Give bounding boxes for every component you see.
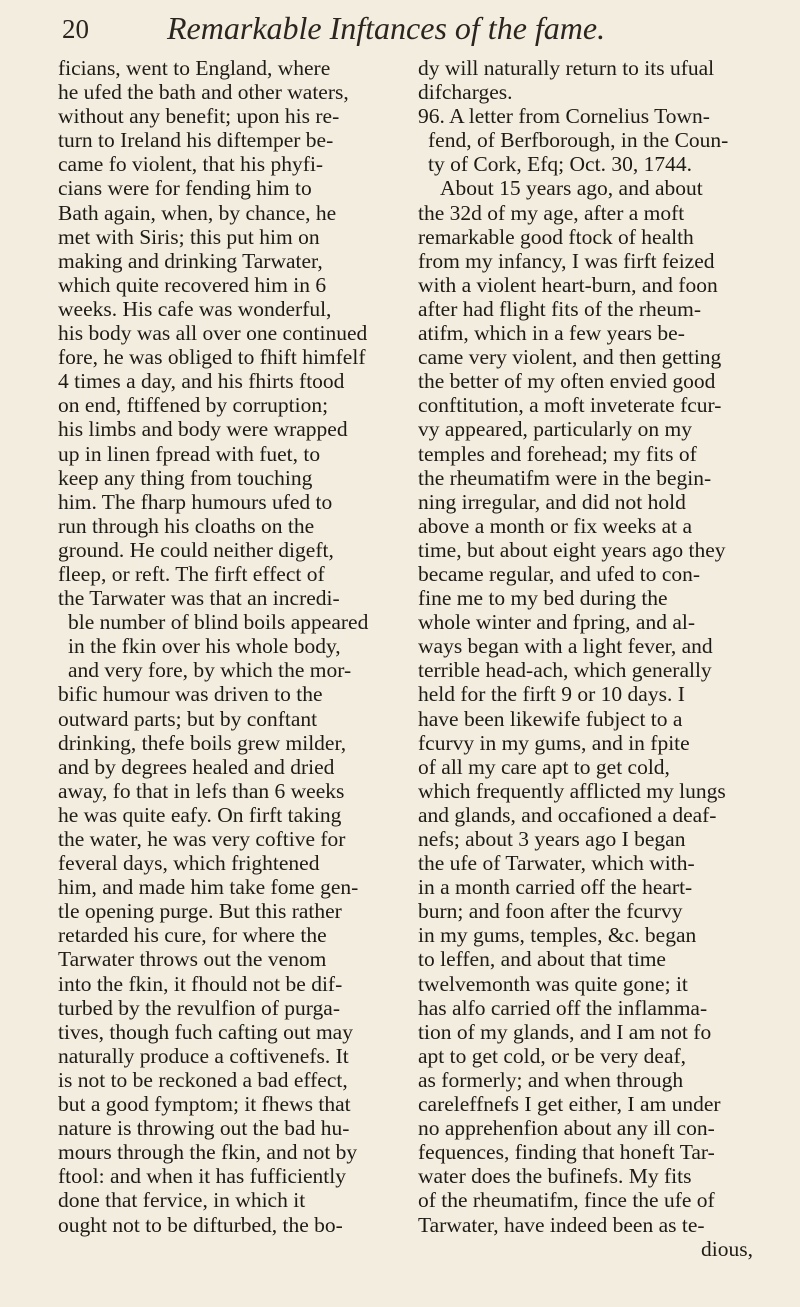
text-line-right: time, but about eight years ago they <box>418 537 726 562</box>
text-line-left: keep any thing from touching <box>58 465 313 490</box>
text-line-right: temples and forehead; my fits of <box>418 441 697 466</box>
text-line-left: up in linen fpread with fuet, to <box>58 441 321 466</box>
text-line-left: the water, he was very coftive for <box>58 827 346 851</box>
text-line-left: bific humour was driven to the <box>58 682 323 707</box>
text-line-right: the better of my often envied good <box>418 369 716 394</box>
text-line-right: in a month carried off the heart- <box>418 875 693 900</box>
text-line-right: of the rheumatifm, fince the ufe of <box>418 1188 715 1213</box>
text-line-left: his limbs and body were wrapped <box>58 417 348 442</box>
text-line-right: 96. A letter from Cornelius Town- <box>418 104 710 129</box>
text-line-left: is not to be reckoned a bad effect, <box>58 1067 348 1092</box>
text-line-left: outward parts; but by conftant <box>58 706 318 731</box>
text-line-right: no apprehenfion about any ill con- <box>418 1116 715 1141</box>
text-line-left: making and drinking Tarwater, <box>58 248 323 273</box>
right-column <box>418 56 763 1261</box>
text-line-left: Bath again, when, by chance, he <box>58 200 337 225</box>
text-line-left: him. The fharp humours ufed to <box>58 489 333 514</box>
text-line-left: nature is throwing out the bad hu- <box>58 1116 350 1141</box>
text-line-right: and glands, and occafioned a deaf- <box>418 802 717 827</box>
text-line-right: the ufe of Tarwater, which with- <box>418 851 695 876</box>
text-line-right: difcharges. <box>418 80 513 105</box>
text-line-right: twelvemonth was quite gone; it <box>418 971 688 996</box>
text-line-right: vy appeared, particularly on my <box>418 417 693 442</box>
text-line-left: tives, though fuch cafting out may <box>58 1019 353 1044</box>
text-line-right: of all my care apt to get cold, <box>418 754 670 779</box>
text-line-left: weeks. His cafe was wonderful, <box>58 296 332 321</box>
text-line-left: fore, he was obliged to fhift himfelf <box>58 345 366 370</box>
text-line-left: into the fkin, it fhould not be dif- <box>58 971 343 996</box>
text-line-left: came fo violent, that his phyfi- <box>58 152 324 177</box>
text-line-right: careleffnefs I get either, I am under <box>418 1092 721 1117</box>
text-line-left: he ufed the bath and other waters, <box>58 80 349 105</box>
text-line-left: ground. He could neither digeft, <box>58 537 334 562</box>
text-line-right: ways began with a light fever, and <box>418 634 713 659</box>
text-line-left: away, fo that in lefs than 6 weeks <box>58 778 345 803</box>
text-line-right: above a month or fix weeks at a <box>418 513 693 538</box>
text-line-right: nefs; about 3 years ago I began <box>418 827 686 851</box>
text-line-right: in my gums, temples, &c. began <box>418 923 697 948</box>
text-line-right: fequences, finding that honeft Tar- <box>418 1140 715 1165</box>
text-line-right: to leffen, and about that time <box>418 947 666 972</box>
text-line-right: dious, <box>701 1236 753 1261</box>
text-line-right: ty of Cork, Efq; Oct. 30, 1744. <box>428 152 692 177</box>
text-line-right: held for the firft 9 or 10 days. I <box>418 682 685 707</box>
text-line-right: fcurvy in my gums, and in fpite <box>418 730 690 755</box>
running-head: Remarkable Inftances of the fame. <box>167 10 606 46</box>
text-line-left: ought not to be difturbed, the bo- <box>58 1212 343 1237</box>
text-line-right: remarkable good ftock of health <box>418 224 694 249</box>
text-line-right: dy will naturally return to its ufual <box>418 56 715 80</box>
text-line-right: after had flight fits of the rheum- <box>418 296 701 321</box>
text-line-left: on end, ftiffened by corruption; <box>58 393 329 418</box>
text-line-right: atifm, which in a few years be- <box>418 321 685 346</box>
text-line-right: came very violent, and then getting <box>418 345 722 370</box>
text-line-left: ble number of blind boils appeared <box>68 610 369 635</box>
text-line-left: tle opening purge. But this rather <box>58 899 342 924</box>
text-line-right: conftitution, a moft inveterate fcur- <box>418 393 722 418</box>
text-line-left: naturally produce a coftivenefs. It <box>58 1043 349 1068</box>
text-line-left: retarded his cure, for where the <box>58 923 327 948</box>
text-line-left: Tarwater throws out the venom <box>58 947 327 972</box>
text-line-left: met with Siris; this put him on <box>58 224 320 249</box>
text-line-left: the Tarwater was that an incredi- <box>58 586 340 611</box>
text-line-right: ning irregular, and did not hold <box>418 489 686 514</box>
page-header <box>62 8 760 54</box>
text-line-left: cians were for fending him to <box>58 176 312 201</box>
text-line-right: have been likewife fubject to a <box>418 706 683 731</box>
text-line-right: the 32d of my age, after a moft <box>418 200 685 225</box>
text-line-right: Tarwater, have indeed been as te- <box>418 1212 705 1237</box>
text-line-right: with a violent heart-burn, and foon <box>418 272 718 297</box>
page-number: 20 <box>62 14 89 44</box>
text-line-left: and by degrees healed and dried <box>58 754 335 779</box>
text-line-left: run through his cloaths on the <box>58 513 315 538</box>
text-line-left: fleep, or reft. The firft effect of <box>58 561 325 586</box>
text-line-right: whole winter and fpring, and al- <box>418 610 696 635</box>
text-line-right: About 15 years ago, and about <box>440 176 703 201</box>
text-line-left: ficians, went to England, where <box>58 56 331 80</box>
text-line-left: ftool: and when it has fufficiently <box>58 1164 346 1189</box>
text-line-left: in the fkin over his whole body, <box>68 634 341 659</box>
text-line-left: without any benefit; upon his re- <box>58 104 340 129</box>
text-line-right: became regular, and ufed to con- <box>418 561 701 586</box>
text-line-right: tion of my glands, and I am not fo <box>418 1019 712 1044</box>
text-line-left: drinking, thefe boils grew milder, <box>58 730 347 755</box>
text-line-right: terrible head-ach, which generally <box>418 658 712 683</box>
text-line-left: feveral days, which frightened <box>58 851 320 876</box>
text-line-right: has alfo carried off the inflamma- <box>418 995 708 1020</box>
text-line-left: he was quite eafy. On firft taking <box>58 802 342 827</box>
text-line-right: fine me to my bed during the <box>418 586 668 611</box>
text-line-left: which quite recovered him in 6 <box>58 272 327 297</box>
text-line-left: him, and made him take fome gen- <box>58 875 359 900</box>
text-line-left: his body was all over one continued <box>58 321 368 346</box>
text-line-right: fend, of Berfborough, in the Coun- <box>428 128 729 153</box>
text-line-left: turbed by the revulfion of purga- <box>58 995 341 1020</box>
text-line-left: and very fore, by which the mor- <box>68 658 352 683</box>
text-line-right: as formerly; and when through <box>418 1067 684 1092</box>
text-line-right: apt to get cold, or be very deaf, <box>418 1043 687 1068</box>
text-line-right: from my infancy, I was firft feized <box>418 248 715 273</box>
text-line-left: done that fervice, in which it <box>58 1188 306 1213</box>
text-line-left: mours through the fkin, and not by <box>58 1140 358 1165</box>
text-line-right: water does the bufinefs. My fits <box>418 1164 692 1189</box>
text-line-left: turn to Ireland his diftemper be- <box>58 128 334 153</box>
left-column <box>58 56 396 1237</box>
text-line-left: but a good fymptom; it fhews that <box>58 1092 351 1117</box>
text-line-right: which frequently afflicted my lungs <box>418 778 726 803</box>
text-line-left: 4 times a day, and his fhirts ftood <box>58 369 345 394</box>
text-line-right: burn; and foon after the fcurvy <box>418 899 683 924</box>
text-line-right: the rheumatifm were in the begin- <box>418 465 712 490</box>
